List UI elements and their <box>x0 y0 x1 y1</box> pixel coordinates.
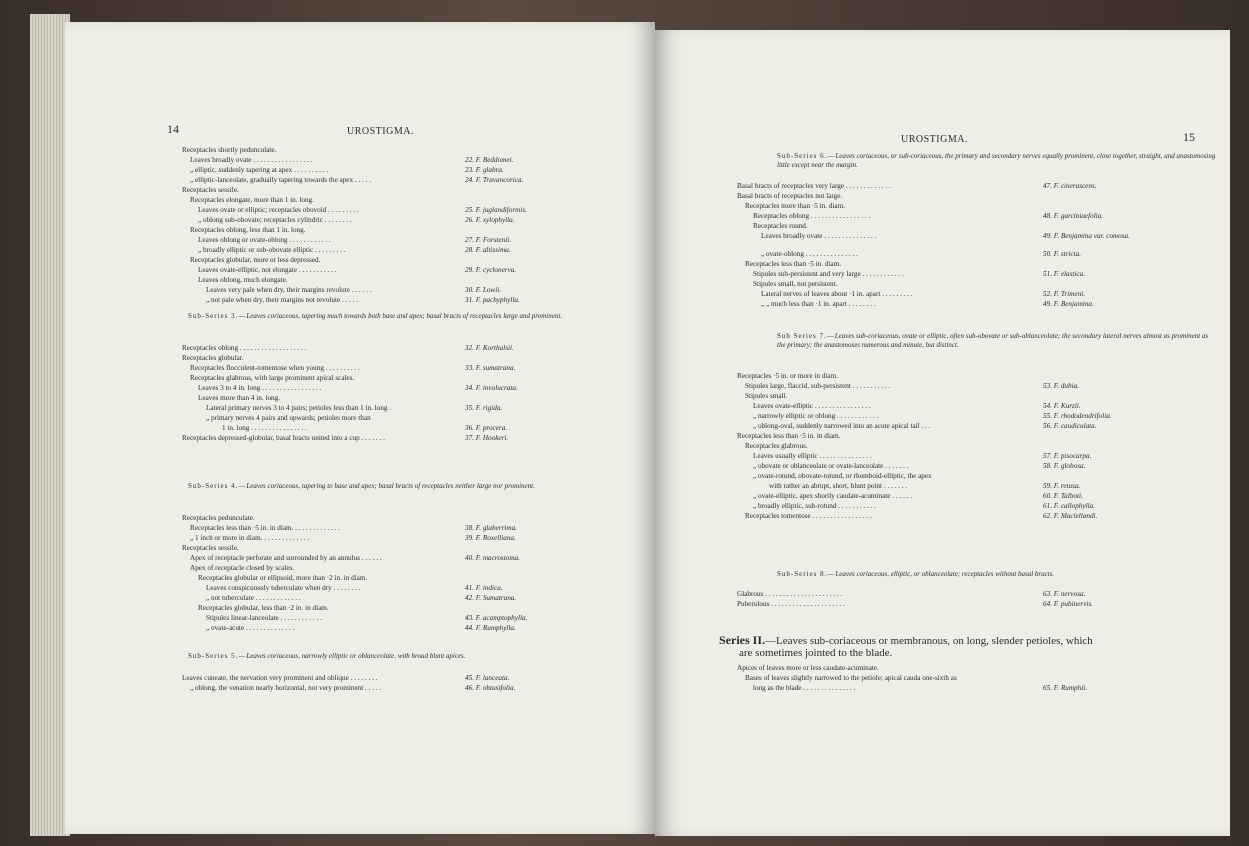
left-entry-line: Receptacles globular, less than ·2 in. in diam. <box>198 604 329 612</box>
left-entry-line: Stipules linear-lanceolate . . . . . . . . . . . . <box>206 614 322 622</box>
left-entry-line: Leaves more than 4 in. long. <box>198 394 281 402</box>
left-species-ref: 27. F. Forstenii. <box>465 236 511 244</box>
left-species-ref: 32. F. Korthalsii. <box>465 344 514 352</box>
left-species-ref: 37. F. Hookeri. <box>465 434 509 442</box>
right-subseries-heading: Sub Series 7.—Leaves sub-coriaceous, ovate or elliptic, often sub-obovate or sub-oblanceolate; the secondary lateral nerves almost as prominent as the primary; the anastomoses numerous and minute, but distinct. <box>777 332 1209 349</box>
left-entry-line: Leaves oblong or ovate-oblong . . . . . . . . . . . . <box>198 236 331 244</box>
left-entry-line: Receptacles flocculent-tomentose when young . . . . . . . . . . <box>190 364 360 372</box>
left-species-ref: 41. F. indica. <box>465 584 503 592</box>
right-entry-line: „ narrowly elliptic or oblong . . . . . . . . . . . . <box>753 412 879 420</box>
right-species-ref: 53. F. dubia. <box>1043 382 1080 390</box>
right-entry-line: „ ovate-oblong . . . . . . . . . . . . . . . <box>761 250 858 258</box>
left-species-ref: 31. F. pachyphylla. <box>465 296 520 304</box>
page-number-left: 14 <box>167 122 179 136</box>
left-entry-line: Receptacles pedunculate. <box>182 514 255 522</box>
left-species-ref: 29. F. cyclonerva. <box>465 266 517 274</box>
left-species-ref: 23. F. glabra. <box>465 166 504 174</box>
left-entry-line: Receptacles oblong . . . . . . . . . . . . . . . . . . . <box>182 344 307 352</box>
left-entry-line: Leaves cuneate, the nervation very prominent and oblique . . . . . . . . <box>182 674 378 682</box>
right-species-ref: 62. F. Maclellandi. <box>1043 512 1098 520</box>
right-entry-line: long as the blade . . . . . . . . . . . . . . . <box>753 684 856 692</box>
right-species-ref: 54. F. Kurzii. <box>1043 402 1081 410</box>
right-entry-line: „ oblong-oval, suddenly narrowed into an acute apical tail . . . <box>753 422 931 430</box>
left-entry-line: Receptacles globular or ellipsoid, more than ·2 in. in diam. <box>198 574 368 582</box>
left-subseries-heading: Sub-Series 4.—Leaves coriaceous, tapering to base and apex; basal bracts of receptacles neither large nor prominent. <box>188 482 535 490</box>
right-entry-line: Basal bracts of receptacles not large. <box>737 192 843 200</box>
left-entry-line: Leaves ovate-elliptic, not elongate . . . . . . . . . . . <box>198 266 337 274</box>
right-entry-line: Leaves usually elliptic . . . . . . . . . . . . . . . <box>753 452 872 460</box>
right-species-ref: 56. F. caudiculata. <box>1043 422 1097 430</box>
right-subseries-heading: Sub-Series 8.—Leaves coriaceous, elliptic, or oblanceolate; receptacles without basal bracts. <box>777 570 1055 578</box>
left-species-ref: 35. F. rigida. <box>465 404 503 412</box>
left-entry-line: Leaves ovate or elliptic; receptacles obovoid . . . . . . . . . <box>198 206 359 214</box>
left-entry-line: „ 1 inch or more in diam. . . . . . . . . . . . . . <box>190 534 310 542</box>
left-entry-line: Receptacles shortly pedunculate. <box>182 146 277 154</box>
left-species-ref: 36. F. procera. <box>465 424 508 432</box>
right-entry-line: Receptacles round. <box>753 222 808 230</box>
left-species-ref: 43. F. acamptophylla. <box>465 614 528 622</box>
left-species-ref: 25. F. juglandiformis. <box>465 206 527 214</box>
right-entry-line: Lateral nerves of leaves about ·1 in. apart . . . . . . . . . <box>761 290 913 298</box>
right-entry-line: Receptacles ·5 in. or more in diam. <box>737 372 838 380</box>
right-entry-line: Stipules small, not persistent. <box>753 280 838 288</box>
right-entry-line: Receptacles less than ·5 in. in diam. <box>737 432 841 440</box>
left-entry-line: Receptacles glabrous, with large prominent apical scales. <box>190 374 355 382</box>
right-entry-line: „ broadly elliptic, sub-rotund . . . . . . . . . . . <box>753 502 876 510</box>
right-entry-line: Stipules sub-persistent and very large . . . . . . . . . . . . <box>753 270 904 278</box>
left-page <box>65 22 655 834</box>
right-entry-line: Stipules large, flaccid, sub-persistent . . . . . . . . . . . <box>745 382 891 390</box>
right-entry-line: „ obovate or oblanceolate or ovate-lanceolate . . . . . . . <box>753 462 909 470</box>
right-entry-line: Basal bracts of receptacles very large . . . . . . . . . . . . . <box>737 182 891 190</box>
right-species-ref: 49. F. Benjamina var. comosa. <box>1043 232 1130 240</box>
left-entry-line: Receptacles globular. <box>182 354 244 362</box>
left-species-ref: 39. F. Roxelliana. <box>465 534 516 542</box>
left-entry-line: Leaves conspicuously tuberculate when dry . . . . . . . . <box>206 584 361 592</box>
left-subseries-heading: Sub-Series 3.—Leaves coriaceous, tapering much towards both base and apex; basal bracts of receptacles large and prominent. <box>188 312 563 320</box>
series-desc-2: are sometimes jointed to the blade. <box>739 647 893 659</box>
right-entry-line: with rather an abrupt, short, blunt point . . . . . . . <box>769 482 908 490</box>
right-entry-line: Receptacles glabrous. <box>745 442 808 450</box>
left-species-ref: 40. F. macrostoma. <box>465 554 520 562</box>
right-entry-line: Leaves ovate-elliptic . . . . . . . . . . . . . . . . <box>753 402 871 410</box>
right-subseries-heading: Sub-Series 6.—Leaves coriaceous, or sub-coriaceous, the primary and secondary nerves equally prominent, close together, straight, and anastomosing little except near the margin. <box>777 152 1216 169</box>
left-species-ref: 38. F. glaberrima. <box>465 524 517 532</box>
left-entry-line: Leaves broadly ovate . . . . . . . . . . . . . . . . . <box>190 156 313 164</box>
left-entry-line: Receptacles oblong, less than 1 in. long. <box>190 226 306 234</box>
right-species-ref: 51. F. elastica. <box>1043 270 1085 278</box>
right-species-ref: 59. F. retusa. <box>1043 482 1081 490</box>
left-entry-line: „ not pale when dry, their margins not revolute . . . . . <box>206 296 359 304</box>
right-entry-line: Receptacles less than ·5 in. diam. <box>745 260 842 268</box>
running-head-right: UROSTIGMA. <box>901 134 968 145</box>
left-species-ref: 28. F. altissima. <box>465 246 511 254</box>
left-entry-line: Apex of receptacle perforate and surrounded by an annulus . . . . . . <box>190 554 382 562</box>
right-entry-line: Receptacles oblong . . . . . . . . . . . . . . . . . <box>753 212 871 220</box>
series-heading <box>719 634 1093 647</box>
left-subseries-heading: Sub-Series 5.—Leaves coriaceous, narrowly elliptic or oblanceolate, with broad blunt apices. <box>188 652 466 660</box>
right-species-ref: 47. F. cinerascens. <box>1043 182 1097 190</box>
left-species-ref: 44. F. Rumphylla. <box>465 624 516 632</box>
left-entry-line: Leaves oblong, much elongate. <box>198 276 288 284</box>
left-entry-line: Apex of receptacle closed by scales. <box>190 564 295 572</box>
right-species-ref: 61. F. callophylla. <box>1043 502 1095 510</box>
right-species-ref: 49. F. Benjamina. <box>1043 300 1094 308</box>
right-species-ref: 60. F. Talboti. <box>1043 492 1083 500</box>
right-entry-line: Receptacles tomentose . . . . . . . . . . . . . . . . . <box>745 512 872 520</box>
left-entry-line: Receptacles elongate, more than 1 in. long. <box>190 196 314 204</box>
right-entry-line: Apices of leaves more or less caudate-acuminate. <box>737 664 879 672</box>
left-species-ref: 24. F. Travancorica. <box>465 176 524 184</box>
left-entry-line: „ elliptic, suddenly tapering at apex . . . . . . . . . . <box>190 166 329 174</box>
left-entry-line: „ elliptic-lanceolate, gradually tapering towards the apex . . . . . <box>190 176 372 184</box>
left-entry-line: Receptacles sessile. <box>182 544 239 552</box>
right-species-ref: 55. F. rhododendrifolia. <box>1043 412 1112 420</box>
right-species-ref: 48. F. garciniaefolia. <box>1043 212 1104 220</box>
page-edges <box>30 14 70 836</box>
right-species-ref: 65. F. Rumphii. <box>1043 684 1087 692</box>
series-desc-1: —Leaves sub-coriaceous or membranous, on long, slender petioles, which <box>765 635 1093 647</box>
right-entry-line: Bases of leaves slightly narrowed to the petiole; apical cauda one-sixth as <box>745 674 957 682</box>
right-entry-line: Glabrous . . . . . . . . . . . . . . . . . . . . . . <box>737 590 843 598</box>
left-entry-line: Leaves very pale when dry, their margins revolute . . . . . . <box>206 286 372 294</box>
running-head-left: UROSTIGMA. <box>347 126 414 137</box>
right-species-ref: 57. F. pisocarpa. <box>1043 452 1092 460</box>
left-species-ref: 34. F. involucrata. <box>465 384 518 392</box>
left-species-ref: 26. F. xylophylla. <box>465 216 515 224</box>
left-entry-line: „ primary nerves 4 pairs and upwards; petioles more than <box>206 414 371 422</box>
left-entry-line: „ oblong sub-obovate; receptacles cylindric . . . . . . . . <box>198 216 352 224</box>
right-species-ref: 50. F. stricta. <box>1043 250 1082 258</box>
left-entry-line: „ oblong, the venation nearly horizontal, not very prominent . . . . . <box>190 684 382 692</box>
left-species-ref: 30. F. Lowii. <box>465 286 502 294</box>
right-entry-line: „ „ much less than ·1 in. apart . . . . . . . . <box>761 300 876 308</box>
page-number-right: 15 <box>1183 130 1195 144</box>
left-species-ref: 33. F. sumatrana. <box>465 364 516 372</box>
left-species-ref: 22. F. Beddomei. <box>465 156 514 164</box>
left-entry-line: Leaves 3 to 4 in. long . . . . . . . . . . . . . . . . . <box>198 384 322 392</box>
right-entry-line: Leaves broadly ovate . . . . . . . . . . . . . . . <box>761 232 877 240</box>
left-entry-line: Lateral primary nerves 3 to 4 pairs; petioles less than 1 in. long . <box>206 404 392 412</box>
left-entry-line: „ not tuberculate . . . . . . . . . . . . . <box>206 594 301 602</box>
left-entry-line: Receptacles sessile. <box>182 186 239 194</box>
left-entry-line: 1 in. long . . . . . . . . . . . . . . . . <box>222 424 307 432</box>
right-entry-line: Stipules small. <box>745 392 788 400</box>
right-page <box>655 30 1230 836</box>
left-entry-line: „ broadly elliptic or sub-obovate elliptic . . . . . . . . . <box>198 246 346 254</box>
right-entry-line: „ ovate-rotund, obovate-rotund, or rhomboid-elliptic, the apex <box>753 472 932 480</box>
left-species-ref: 45. F. lanceata. <box>465 674 510 682</box>
left-species-ref: 42. F. Sumatrana. <box>465 594 517 602</box>
left-species-ref: 46. F. obtusifolia. <box>465 684 516 692</box>
left-entry-line: „ ovate-acute . . . . . . . . . . . . . . <box>206 624 295 632</box>
left-entry-line: Receptacles less than ·5 in. in diam. . . . . . . . . . . . . . <box>190 524 341 532</box>
right-species-ref: 58. F. globosa. <box>1043 462 1086 470</box>
right-entry-line: Puberulous . . . . . . . . . . . . . . . . . . . . . <box>737 600 845 608</box>
right-species-ref: 63. F. nervosa. <box>1043 590 1086 598</box>
right-species-ref: 52. F. Trimeni. <box>1043 290 1085 298</box>
right-entry-line: Receptacles more than ·5 in. diam. <box>745 202 845 210</box>
left-entry-line: Receptacles depressed-globular, basal bracts united into a cup . . . . . . . <box>182 434 385 442</box>
right-entry-line: „ ovate-elliptic, apex shortly caudate-acuminate . . . . . . <box>753 492 913 500</box>
left-entry-line: Receptacles globular, more or less depressed. <box>190 256 321 264</box>
right-species-ref: 64. F. pubinervis. <box>1043 600 1093 608</box>
series-title: Series II. <box>719 633 765 647</box>
